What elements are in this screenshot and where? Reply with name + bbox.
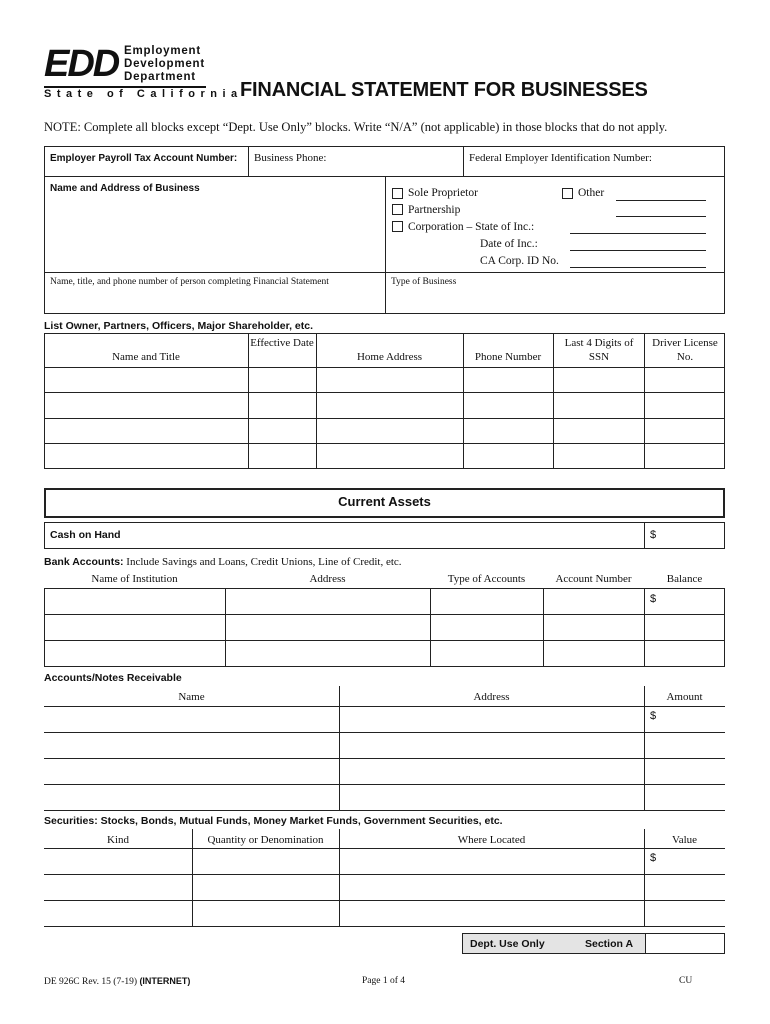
divider (644, 333, 645, 469)
divider (385, 272, 725, 273)
table-row (44, 874, 725, 875)
divider (44, 848, 725, 849)
table-row (44, 926, 725, 927)
table-row (44, 666, 725, 667)
type-of-business-label: Type of Business (391, 277, 457, 287)
business-phone-label: Business Phone: (254, 152, 327, 164)
fein-label: Federal Employer Identification Number: (469, 152, 652, 164)
table-row (44, 758, 725, 759)
form-id-internet: (INTERNET) (139, 976, 191, 986)
partnership-label: Partnership (408, 204, 461, 216)
cash-on-hand-label: Cash on Hand (50, 529, 121, 541)
col-where-located: Where Located (457, 834, 526, 846)
partnership-checkbox[interactable] (392, 204, 403, 215)
col-home-address: Home Address (356, 351, 423, 363)
securities-section-title: Securities: Stocks, Bonds, Mutual Funds, Money Market Funds, Government Securities, etc. (44, 815, 503, 827)
table-row (44, 784, 725, 785)
other-blank[interactable] (616, 200, 706, 201)
col-amount: Amount (666, 691, 703, 703)
divider (463, 146, 464, 176)
bank-accounts-section-title (44, 556, 402, 568)
table-row (44, 443, 725, 444)
bank-accounts-title-rest: Include Savings and Loans, Credit Unions, Line of Credit, etc. (123, 556, 402, 568)
value-dollar-sign: $ (650, 852, 657, 864)
cash-on-hand-row (44, 522, 725, 549)
person-completing-label: Name, title, and phone number of person completing Financial Statement (50, 277, 329, 287)
table-row (44, 732, 725, 733)
logo-state: State of California (44, 88, 243, 100)
col-driver-license: Driver License No. (652, 337, 718, 363)
name-address-label: Name and Address of Business (50, 183, 200, 194)
current-assets-title: Current Assets (338, 494, 431, 509)
corporation-checkbox[interactable] (392, 221, 403, 232)
table-row (44, 614, 725, 615)
divider (553, 333, 554, 469)
divider (724, 588, 725, 666)
form-code: CU (679, 976, 693, 986)
table-row (44, 418, 725, 419)
date-of-inc-blank[interactable] (570, 250, 706, 251)
col-value: Value (671, 834, 698, 846)
col-type-accounts: Type of Accounts (447, 573, 526, 585)
instruction-note: NOTE: Complete all blocks except “Dept. Use Only” blocks. Write “N/A” (not applicable) in those blocks that do not apply. (44, 120, 668, 134)
state-of-inc-blank[interactable] (570, 233, 706, 234)
table-row (44, 640, 725, 641)
corporation-label: Corporation – State of Inc.: (408, 221, 535, 233)
divider (430, 588, 431, 666)
col-balance: Balance (666, 573, 703, 585)
other-blank-2[interactable] (616, 216, 706, 217)
owners-section-title: List Owner, Partners, Officers, Major Shareholder, etc. (44, 320, 314, 332)
divider (644, 588, 645, 666)
divider (248, 146, 249, 176)
page-number: Page 1 of 4 (362, 976, 406, 986)
col-effective-date: Effective Date (250, 337, 314, 349)
ca-corp-id-blank[interactable] (570, 267, 706, 268)
divider (44, 272, 385, 273)
col-quantity: Quantity or Denomination (207, 834, 324, 846)
divider (385, 176, 386, 314)
sole-proprietor-label: Sole Proprietor (408, 187, 478, 199)
edd-logo: EDD (44, 43, 119, 85)
col-ssn: Last 4 Digits of SSN (564, 337, 634, 363)
divider (339, 686, 340, 810)
divider (248, 333, 249, 469)
divider (543, 588, 544, 666)
col-bank-address: Address (309, 573, 346, 585)
divider (44, 588, 45, 666)
ca-corp-id-label: CA Corp. ID No. (480, 255, 559, 267)
sole-proprietor-checkbox[interactable] (392, 188, 403, 199)
col-name-title: Name and Title (112, 351, 180, 363)
col-account-number: Account Number (555, 573, 632, 585)
logo-line-department: Department (124, 71, 196, 83)
bank-accounts-title-bold: Bank Accounts: (44, 556, 124, 568)
divider (225, 588, 226, 666)
dept-use-only-label: Dept. Use Only (470, 938, 545, 950)
divider (645, 933, 646, 954)
date-of-inc-label: Date of Inc.: (480, 238, 538, 250)
other-checkbox[interactable] (562, 188, 573, 199)
amount-dollar-sign: $ (650, 710, 657, 722)
table-row (44, 810, 725, 811)
table-row (44, 367, 725, 368)
col-phone-number: Phone Number (474, 351, 542, 363)
divider (44, 588, 725, 589)
divider (644, 522, 645, 549)
col-receivable-name: Name (178, 691, 205, 703)
cash-dollar-sign: $ (650, 529, 657, 541)
divider (644, 686, 645, 810)
form-id (44, 976, 190, 987)
other-label: Other (578, 187, 605, 199)
table-row (44, 392, 725, 393)
table-row (44, 900, 725, 901)
page-title: FINANCIAL STATEMENT FOR BUSINESSES (240, 79, 648, 101)
receivables-section-title: Accounts/Notes Receivable (44, 672, 182, 684)
logo-line-development: Development (124, 58, 206, 70)
section-a-label: Section A (585, 938, 634, 950)
col-institution: Name of Institution (91, 573, 178, 585)
col-kind: Kind (107, 834, 129, 846)
balance-dollar-sign: $ (650, 593, 657, 605)
divider (44, 706, 725, 707)
form-id-number: DE 926C Rev. 15 (7-19) (44, 977, 140, 987)
logo-line-employment: Employment (124, 45, 202, 57)
account-number-label: Employer Payroll Tax Account Number: (50, 153, 238, 164)
col-receivable-address: Address (473, 691, 510, 703)
